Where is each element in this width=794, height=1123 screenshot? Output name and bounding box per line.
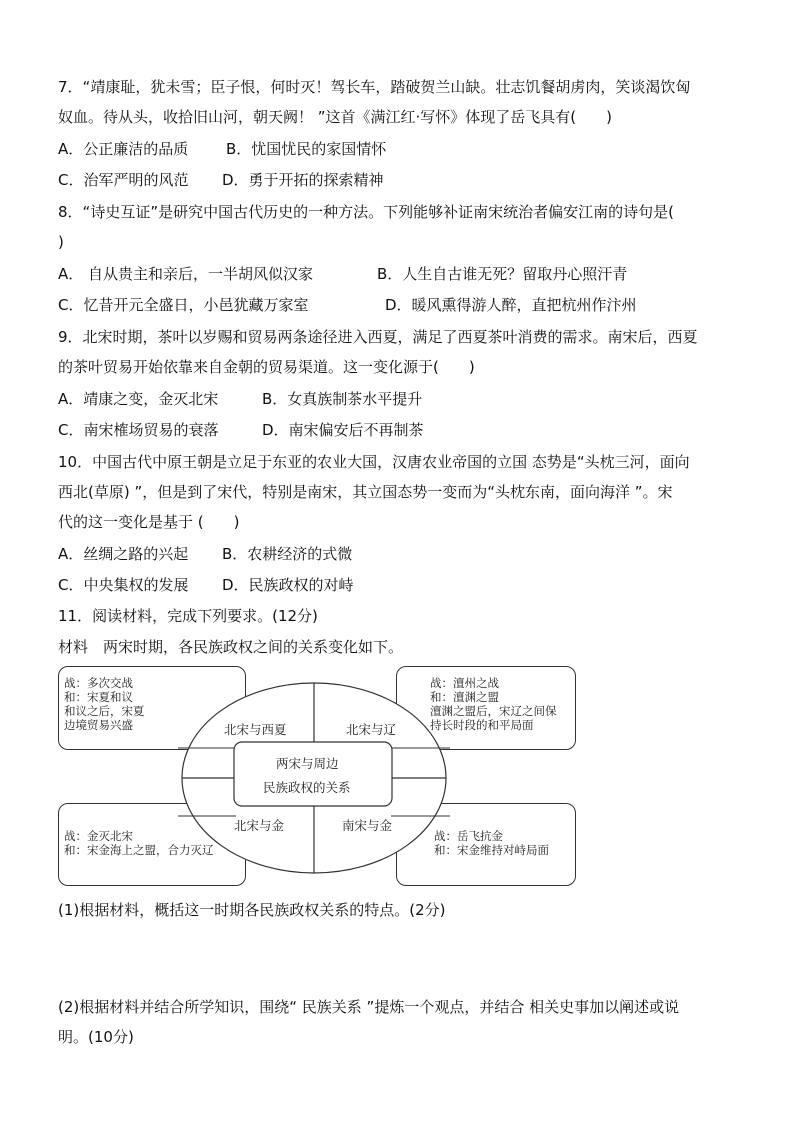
q11-sub2-line2: 明。(10分) xyxy=(58,1028,134,1046)
q8-stem-line2: ) xyxy=(58,233,64,251)
q9-stem-line1: 9．北宋时期，茶叶以岁赐和贸易两条途径进入西夏，满足了西夏茶叶消费的需求。南宋后，西夏 xyxy=(58,328,698,346)
q11-material-intro: 材料 两宋时期，各民族政权之间的关系变化如下。 xyxy=(58,638,404,656)
center-label-line1: 两宋与周边 xyxy=(276,756,339,771)
br-box-text: 战：岳飞抗金 和：宋金维持对峙局面 xyxy=(434,829,549,857)
q7-stem-line1: 7．“靖康耻，犹未雪；臣子恨，何时灭！驾长车，踏破贺兰山缺。壮志饥餐胡虏肉，笑谈渴饮匈 xyxy=(58,78,691,96)
q7-option-d[interactable]: D．勇于开拓的探索精神 xyxy=(222,171,384,189)
q7-option-a[interactable]: A．公正廉洁的品质 xyxy=(58,140,189,158)
center-label-line2: 民族政权的关系 xyxy=(263,780,351,795)
q10-stem-line3: 代的这一变化是基于 ( ) xyxy=(58,513,240,531)
quadrant-north-song-liao: 北宋与辽 xyxy=(346,722,397,737)
q7-option-b[interactable]: B．忧国忧民的家国情怀 xyxy=(226,140,387,158)
quadrant-north-song-xixia: 北宋与西夏 xyxy=(224,722,287,737)
q9-option-c[interactable]: C．南宋榷场贸易的衰落 xyxy=(58,421,219,439)
quadrant-south-song-jin: 南宋与金 xyxy=(342,818,393,833)
q10-stem-line1: 10．中国古代中原王朝是立足于东亚的农业大国，汉唐农业帝国的立国 态势是“头枕三河，面向 xyxy=(58,453,690,471)
q10-option-b[interactable]: B．农耕经济的式微 xyxy=(222,545,353,563)
q9-stem-line2: 的茶叶贸易开始依靠来自金朝的贸易渠道。这一变化源于( ) xyxy=(58,358,475,376)
q9-option-b[interactable]: B．女真族制茶水平提升 xyxy=(262,390,423,408)
q8-option-a[interactable]: A． 自从贵主和亲后，一半胡风似汉家 xyxy=(58,265,314,283)
q10-option-a[interactable]: A．丝绸之路的兴起 xyxy=(58,545,189,563)
bl-box-text: 战：金灭北宋 和：宋金海上之盟，合力灭辽 xyxy=(64,829,214,857)
q10-option-c[interactable]: C．中央集权的发展 xyxy=(58,576,189,594)
q7-stem-line2: 奴血。待从头，收拾旧山河，朝天阙！ ”这首《满江红·写怀》体现了岳飞具有( ) xyxy=(58,108,613,126)
q11-stem: 11．阅读材料，完成下列要求。(12分) xyxy=(58,607,318,625)
q11-sub2-line1: (2)根据材料并结合所学知识，围绕“ 民族关系 ”提炼一个观点，并结合 相关史事加以阐述或说 xyxy=(58,998,680,1016)
tr-box-text: 战：澶州之战 和：澶渊之盟 澶渊之盟后，宋辽之间保 持长时段的和平局面 xyxy=(430,676,557,732)
q8-option-d[interactable]: D．暖风熏得游人醉，直把杭州作汴州 xyxy=(385,296,637,314)
q7-option-c[interactable]: C．治军严明的风范 xyxy=(58,171,189,189)
tl-box-text: 战：多次交战 和：宋夏和议 和议之后，宋夏 边境贸易兴盛 xyxy=(64,676,145,732)
q8-option-c[interactable]: C．忆昔开元全盛日，小邑犹藏万家室 xyxy=(58,296,309,314)
q9-option-a[interactable]: A．靖康之变，金灭北宋 xyxy=(58,390,219,408)
q9-option-d[interactable]: D．南宋偏安后不再制茶 xyxy=(262,421,424,439)
q10-option-d[interactable]: D．民族政权的对峙 xyxy=(222,576,354,594)
q8-stem-line1: 8．“诗史互证”是研究中国古代历史的一种方法。下列能够补证南宋统治者偏安江南的诗句是( xyxy=(58,203,674,221)
q10-stem-line2: 西北(草原) ”，但是到了宋代，特别是南宋，其立国态势一变而为“头枕东南，面向海洋 ”。宋 xyxy=(58,483,673,501)
relations-diagram xyxy=(58,666,576,886)
q8-option-b[interactable]: B．人生自古谁无死？留取丹心照汗青 xyxy=(377,265,628,283)
q11-sub1: (1)根据材料，概括这一时期各民族政权关系的特点。(2分) xyxy=(58,901,446,919)
quadrant-north-song-jin: 北宋与金 xyxy=(234,818,285,833)
